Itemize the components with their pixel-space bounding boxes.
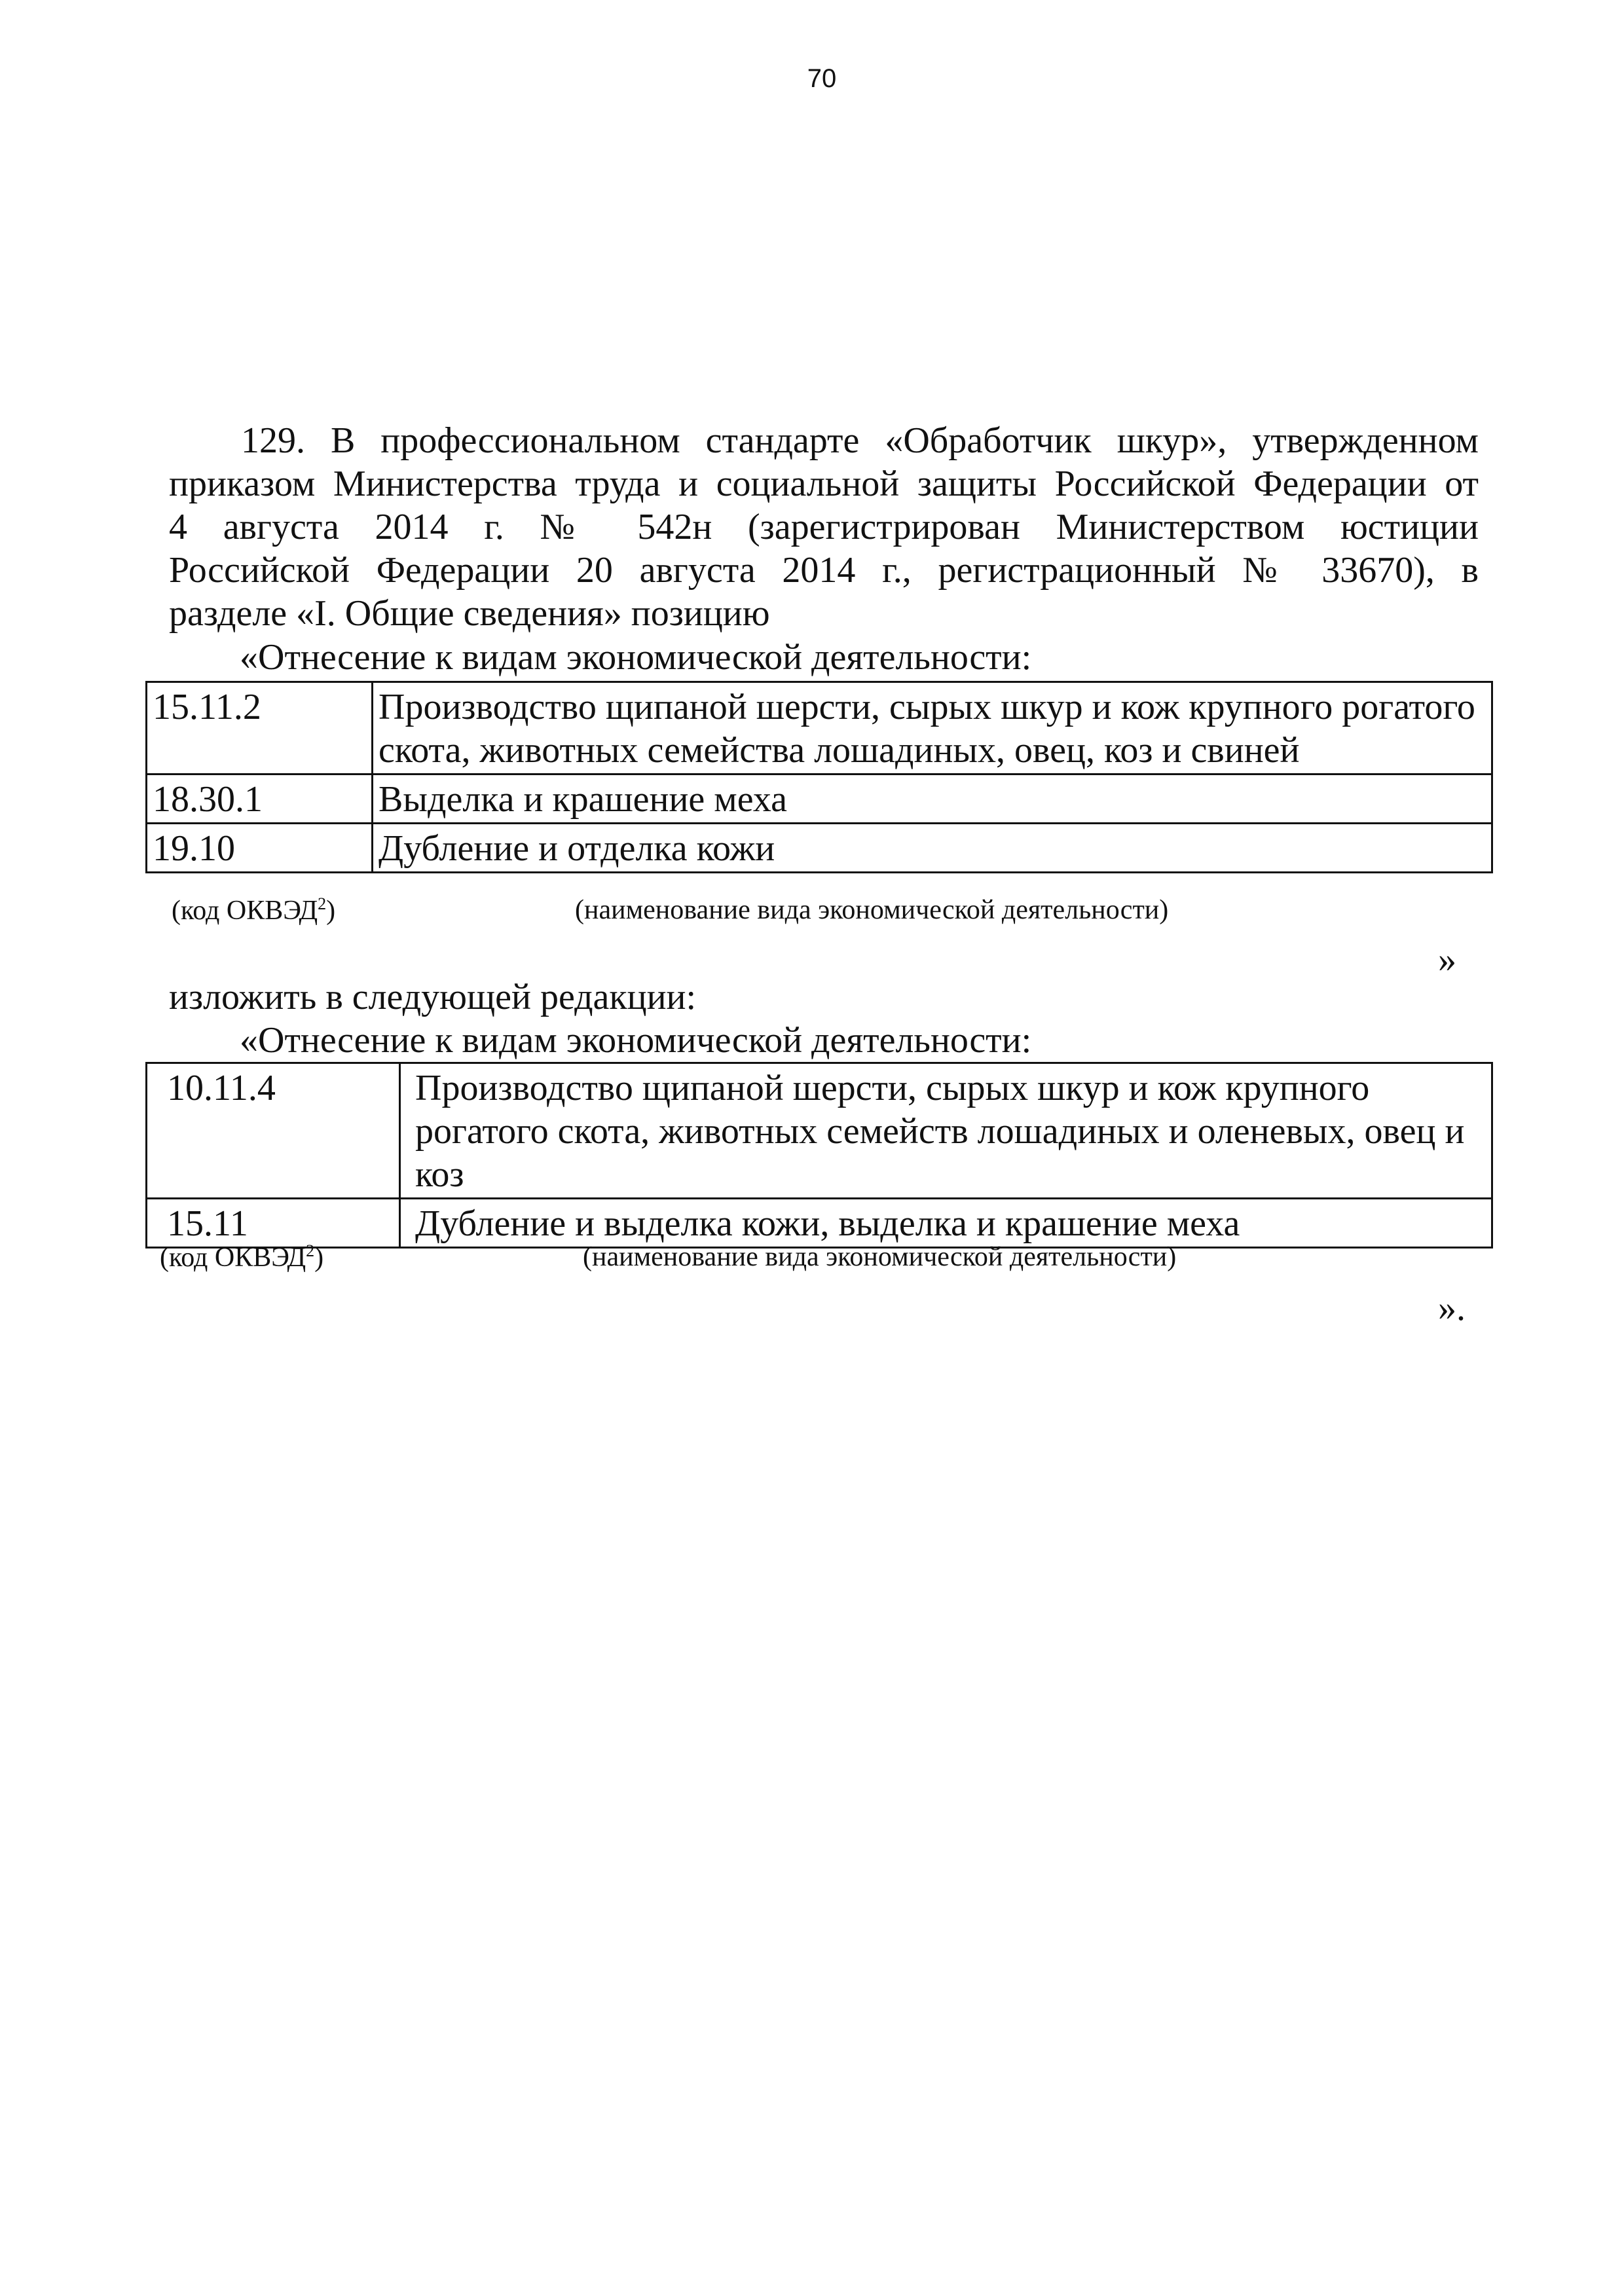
transition-text: изложить в следующей редакции:	[169, 977, 697, 1017]
new-close-quote: ».	[1438, 1288, 1466, 1328]
footnote-mark: 2	[306, 1241, 315, 1260]
intro-line: 129. В профессиональном стандарте «Обработчик шкур», утвержденном	[241, 420, 1479, 461]
old-block-heading: «Отнесение к видам экономической деятельности:	[240, 637, 1032, 678]
intro-line: разделе «I. Общие сведения» позицию	[169, 593, 770, 634]
intro-line: приказом Министерства труда и социальной защиты Российской Федерации от	[169, 464, 1479, 504]
intro-line: Российской Федерации 20 августа 2014 г., регистрационный № 33670), в	[169, 550, 1479, 591]
caption-code-close: )	[326, 896, 336, 926]
intro-line: 4 августа 2014 г. № 542н (зарегистрирован Министерством юстиции	[169, 507, 1479, 547]
new-name-caption: (наименование вида экономической деятельности)	[583, 1242, 1177, 1272]
table-row	[147, 774, 1492, 824]
intro-paragraph	[169, 419, 1479, 635]
activity-name-cell: Дубление и отделка кожи	[373, 824, 1492, 873]
okved-code-cell: 19.10	[147, 824, 373, 873]
old-close-quote: »	[1438, 939, 1456, 980]
activity-name-cell: Производство щипаной шерсти, сырых шкур и кож крупного рогатого скота, животных семейства лошадиных, овец, коз и свиней	[373, 682, 1492, 774]
table-row	[147, 1199, 1492, 1248]
old-okved-table	[145, 681, 1493, 873]
table-row	[147, 1063, 1492, 1199]
footnote-mark: 2	[318, 894, 327, 913]
caption-code-text: (код ОКВЭД	[172, 896, 318, 926]
page-number: 70	[807, 64, 837, 93]
activity-name-cell: Производство щипаной шерсти, сырых шкур и кож крупного рогатого скота, животных семейств лошадиных и оленевых, овец и коз	[400, 1063, 1492, 1199]
okved-code-cell: 15.11	[147, 1199, 400, 1248]
table-row	[147, 682, 1492, 774]
okved-code-cell: 18.30.1	[147, 774, 373, 824]
caption-code-close: )	[314, 1243, 324, 1273]
old-name-caption: (наименование вида экономической деятельности)	[575, 895, 1169, 925]
new-okved-table	[145, 1062, 1493, 1248]
okved-code-cell: 10.11.4	[147, 1063, 400, 1199]
caption-code-text: (код ОКВЭД	[160, 1243, 306, 1273]
activity-name-cell: Выделка и крашение меха	[373, 774, 1492, 824]
old-code-caption	[172, 894, 335, 926]
table-row	[147, 824, 1492, 873]
new-block-heading: «Отнесение к видам экономической деятельности:	[240, 1020, 1032, 1061]
okved-code-cell: 15.11.2	[147, 682, 373, 774]
activity-name-cell: Дубление и выделка кожи, выделка и крашение меха	[400, 1199, 1492, 1248]
new-code-caption	[160, 1241, 323, 1273]
